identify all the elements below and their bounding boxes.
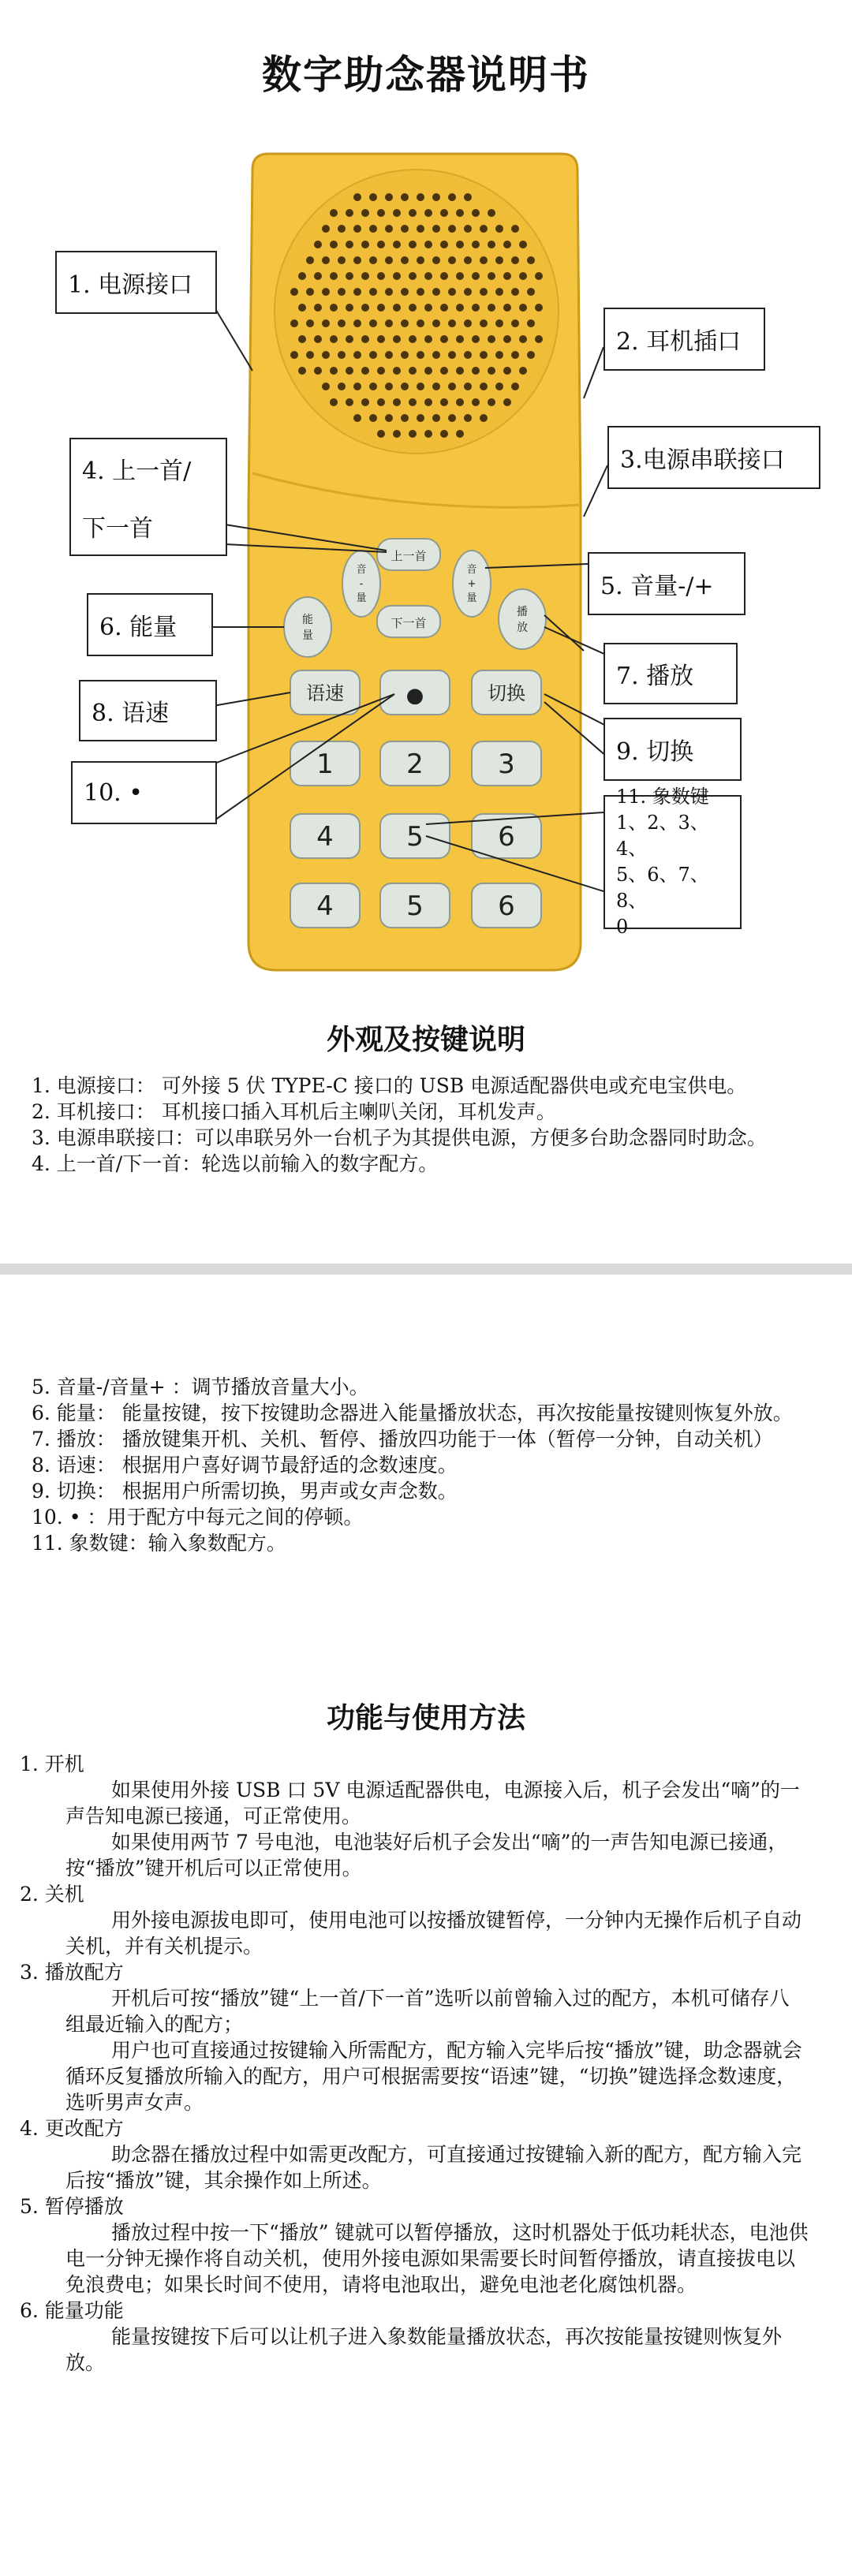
list-item: 2. 耳机接口： 耳机接口插入耳机后主喇叭关闭，耳机发声。 xyxy=(32,1100,556,1123)
callout-volume: 5. 音量-/+ xyxy=(588,552,746,615)
usage-title: 6. 能量功能 xyxy=(20,2299,124,2322)
digit-label: 2 xyxy=(406,749,424,780)
usage-para: 如果使用两节 7 号电池，电池装好后机子会发出“嘀”的一声告知电源已接通，按“播放”键开机后可以正常使用。 xyxy=(65,1831,788,1880)
callout-energy: 6. 能量 xyxy=(87,593,213,656)
callout-series-port: 3.电源串联接口 xyxy=(607,426,820,489)
svg-text:音: 音 xyxy=(466,564,477,576)
list-item: 6. 能量： 能量按键，按下按键助念器进入能量播放状态，再次按能量按键则恢复外放。 xyxy=(32,1402,793,1424)
callout-earphone: 2. 耳机插口 xyxy=(604,308,765,371)
switch-key-label: 切换 xyxy=(488,682,525,704)
callout-power-port: 1. 电源接口 xyxy=(55,251,217,314)
svg-text:放: 放 xyxy=(517,622,528,634)
svg-text:量: 量 xyxy=(466,592,477,604)
usage-block xyxy=(20,2115,809,2193)
usage-title: 1. 开机 xyxy=(20,1753,84,1775)
dot-key-label: ● xyxy=(405,684,424,707)
digit-label: 5 xyxy=(406,890,424,922)
svg-text:-: - xyxy=(359,578,364,590)
section-heading-usage: 功能与使用方法 xyxy=(326,1702,525,1734)
digit-label: 6 xyxy=(498,890,515,922)
svg-text:播: 播 xyxy=(517,606,528,618)
list-item: 4. 上一首/下一首：轮选以前输入的数字配方。 xyxy=(32,1152,439,1175)
digit-label: 1 xyxy=(316,749,334,780)
svg-text:5: 5 xyxy=(406,821,424,853)
section-heading-appearance: 外观及按键说明 xyxy=(326,1024,525,1056)
page-divider xyxy=(0,1264,852,1275)
callout-prev-next: 4. 上一首/ 下一首 xyxy=(69,438,227,556)
usage-para: 用户也可直接通过按键输入所需配方，配方输入完毕后按“播放”键，助念器就会循环反复播放所输入的配方，用户可根据需要按“语速”键，“切换”键选择念数速度，选听男声女声。 xyxy=(65,2039,802,2114)
usage-para: 助念器在播放过程中如需更改配方，可直接通过按键输入新的配方，配方输入完后按“播放”键，其余操作如上所述。 xyxy=(65,2143,802,2192)
list-item: 7. 播放： 播放键集开机、关机、暂停、播放四功能于一体（暂停一分钟，自动关机） xyxy=(32,1428,773,1450)
prev-key-label: 上一首 xyxy=(390,549,427,563)
digit-label: 4 xyxy=(316,890,334,922)
svg-text:量: 量 xyxy=(356,592,367,604)
usage-block xyxy=(20,2193,809,2298)
appearance-list-continued xyxy=(32,1374,813,1556)
speed-key-label: 语速 xyxy=(306,682,344,704)
usage-block xyxy=(20,1881,809,1959)
usage-title: 4. 更改配方 xyxy=(20,2117,124,2140)
callout-speed: 8. 语速 xyxy=(79,680,217,741)
callout-digit-keys: 11. 象数键 1、2、3、4、 5、6、7、8、 0 xyxy=(604,795,742,929)
usage-block xyxy=(20,1959,809,2115)
usage-para: 用外接电源拔电即可，使用电池可以按播放键暂停，一分钟内无操作后机子自动关机，并有关机提示。 xyxy=(65,1909,802,1958)
usage-title: 3. 播放配方 xyxy=(20,1961,124,1984)
list-item: 5. 音量-/音量+ ：调节播放音量大小。 xyxy=(32,1376,369,1398)
digit-label: 3 xyxy=(498,749,515,780)
usage-list xyxy=(20,1751,809,2376)
callout-play: 7. 播放 xyxy=(604,643,738,704)
list-item: 1. 电源接口： 可外接 5 伏 TYPE-C 接口的 USB 电源适配器供电或充电宝供电。 xyxy=(32,1074,747,1097)
usage-block xyxy=(20,1751,809,1881)
list-item: 10. • ：用于配方中每元之间的停顿。 xyxy=(32,1506,364,1529)
svg-text:4: 4 xyxy=(316,821,334,853)
usage-para: 开机后可按“播放”键“上一首/下一首”选听以前曾输入过的配方，本机可储存八组最近输入的配方； xyxy=(65,1987,790,2036)
usage-para: 能量按键按下后可以让机子进入象数能量播放状态，再次按能量按键则恢复外放。 xyxy=(65,2325,783,2374)
svg-text:+: + xyxy=(467,578,476,590)
callout-dot: 10. • xyxy=(71,761,217,824)
usage-title: 2. 关机 xyxy=(20,1883,84,1906)
energy-key[interactable] xyxy=(284,597,331,657)
play-key[interactable] xyxy=(499,589,546,649)
usage-block xyxy=(20,2298,809,2376)
appearance-list xyxy=(32,1073,813,1177)
next-key-label: 下一首 xyxy=(390,616,427,630)
usage-para: 播放过程中按一下“播放” 键就可以暂停播放，这时机器处于低功耗状态，电池供电一分钟无操作将自动关机，使用外接电源如果需要长时间暂停播放，请直接拔电以免浪费电；如果长时间不使用，请将电池取出，避免电池老化腐蚀机器。 xyxy=(65,2221,809,2296)
list-item: 8. 语速： 根据用户喜好调节最舒适的念数速度。 xyxy=(32,1454,458,1477)
callout-switch: 9. 切换 xyxy=(604,718,742,781)
list-item: 3. 电源串联接口：可以串联另外一台机子为其提供电源，方便多台助念器同时助念。 xyxy=(32,1126,767,1149)
svg-text:音: 音 xyxy=(356,564,367,576)
list-item: 11. 象数键：输入象数配方。 xyxy=(32,1532,286,1555)
svg-text:量: 量 xyxy=(302,629,313,642)
usage-title: 5. 暂停播放 xyxy=(20,2195,124,2218)
usage-para: 如果使用外接 USB 口 5V 电源适配器供电，电源接入后，机子会发出“嘀”的一声告知电源已接通，可正常使用。 xyxy=(65,1779,800,1827)
svg-text:6: 6 xyxy=(498,821,515,853)
page-title: 数字助念器说明书 xyxy=(262,52,590,98)
list-item: 9. 切换： 根据用户所需切换，男声或女声念数。 xyxy=(32,1480,458,1503)
svg-text:能: 能 xyxy=(302,614,313,626)
